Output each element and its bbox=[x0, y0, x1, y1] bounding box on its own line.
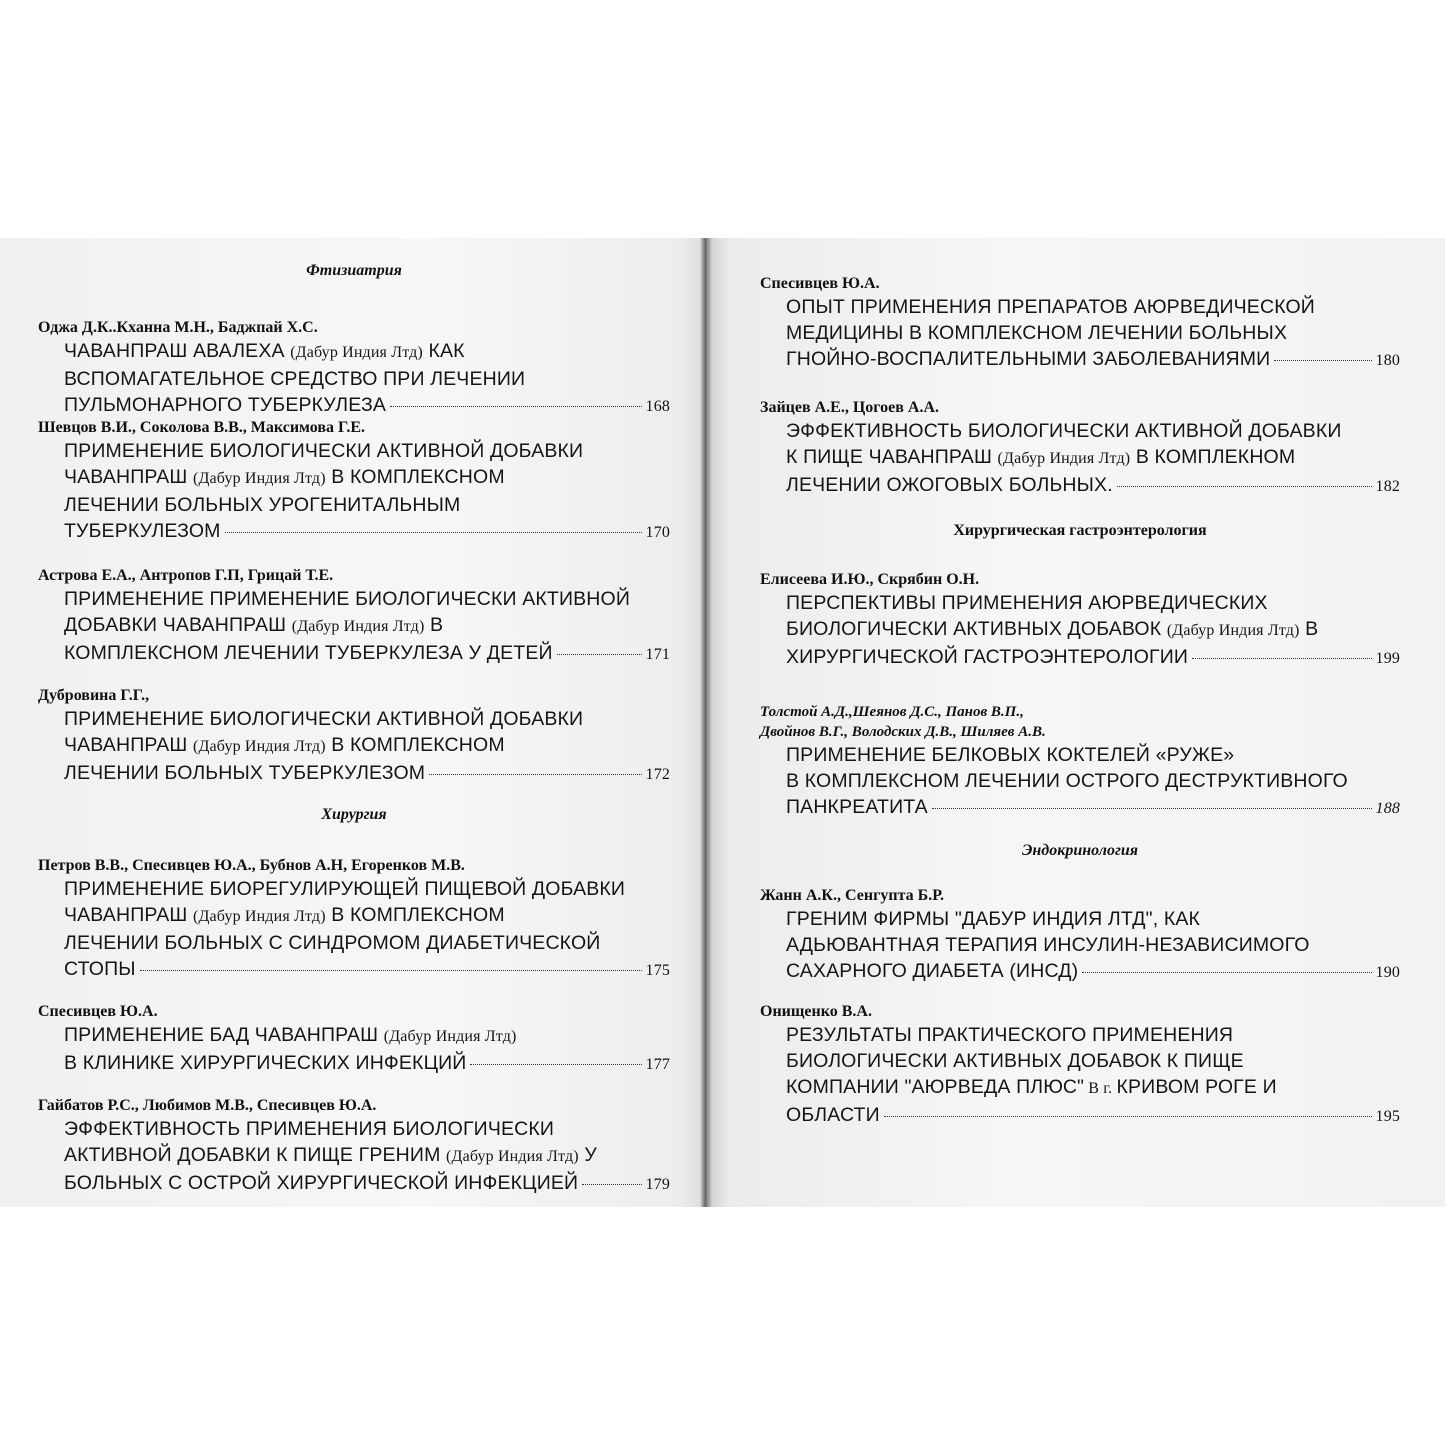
dot-leader bbox=[390, 406, 641, 407]
title-text-serif: (Дабур Индия Лтд) bbox=[290, 344, 423, 361]
dot-leader bbox=[1117, 486, 1372, 487]
section-heading: Фтизиатрия bbox=[306, 262, 402, 279]
title-text: В КОМПЛЕКСНОМ bbox=[325, 904, 505, 926]
title-text: В КОМПЛЕКСНОМ bbox=[325, 466, 505, 488]
toc-entry bbox=[38, 566, 670, 668]
entry-authors: Петров В.В., Спесивцев Ю.А., Бубнов А.Н, Егоренков М.В. bbox=[38, 857, 465, 874]
entry-authors: Шевцов В.И., Соколова В.В., Максимова Г.Е. bbox=[38, 419, 366, 436]
title-text: ОБЛАСТИ bbox=[786, 1104, 880, 1126]
toc-entry bbox=[38, 856, 670, 984]
toc-entry bbox=[38, 1002, 670, 1078]
dot-leader bbox=[557, 654, 642, 655]
title-text: В КЛИНИКЕ ХИРУРГИЧЕСКИХ ИНФЕКЦИЙ bbox=[64, 1052, 467, 1074]
title-line: ПЕРСПЕКТИВЫ ПРИМЕНЕНИЯ АЮРВЕДИЧЕСКИХ bbox=[786, 592, 1268, 614]
dot-leader bbox=[429, 774, 641, 775]
entry-authors: Оджа Д.К..Кханна М.Н., Баджпай Х.С. bbox=[38, 319, 318, 336]
dot-leader bbox=[884, 1116, 1372, 1117]
toc-entry bbox=[760, 274, 1400, 374]
page-number: 195 bbox=[1375, 1108, 1400, 1125]
title-text: ПАНКРЕАТИТА bbox=[786, 796, 928, 818]
section-heading: Хирургия bbox=[321, 806, 387, 823]
entry-authors-continued: Двойнов В.Г., Володских Д.В., Шиляев А.В. bbox=[760, 724, 1046, 740]
title-text: КАК bbox=[422, 340, 465, 362]
entry-title bbox=[64, 1116, 670, 1198]
title-text: В bbox=[424, 614, 444, 636]
title-line-with-page bbox=[786, 346, 1400, 374]
title-line-with-page bbox=[64, 518, 670, 546]
toc-entry bbox=[38, 686, 670, 788]
page-number: 168 bbox=[645, 398, 670, 415]
entry-title bbox=[786, 742, 1400, 822]
title-text-serif: (Дабур Индия Лтд) bbox=[997, 450, 1131, 467]
page-number: 177 bbox=[645, 1056, 670, 1073]
title-line-with-page bbox=[64, 1050, 670, 1078]
title-line-with-page bbox=[786, 794, 1400, 822]
dot-leader bbox=[1274, 360, 1371, 361]
title-text: ТУБЕРКУЛЕЗОМ bbox=[64, 520, 221, 542]
title-text: АКТИВНОЙ ДОБАВКИ К ПИЩЕ ГРЕНИМ bbox=[64, 1144, 447, 1166]
toc-entry bbox=[38, 418, 670, 546]
title-line: РЕЗУЛЬТАТЫ ПРАКТИЧЕСКОГО ПРИМЕНЕНИЯ bbox=[786, 1024, 1234, 1046]
title-line bbox=[64, 464, 670, 492]
page-number: 199 bbox=[1375, 650, 1400, 667]
title-line-with-page bbox=[64, 956, 670, 984]
title-text-serif: (Дабур Индия Лтд) bbox=[1166, 622, 1300, 639]
section-heading: Эндокринология bbox=[1022, 842, 1138, 859]
entry-authors: Спесивцев Ю.А. bbox=[38, 1003, 158, 1020]
page-number: 188 bbox=[1375, 800, 1400, 817]
entry-authors: Дубровина Г.Г., bbox=[38, 687, 150, 704]
entry-authors: Астрова Е.А., Антропов Г.П, Грицай Т.Е. bbox=[38, 567, 334, 584]
title-text: ЛЕЧЕНИИ ОЖОГОВЫХ БОЛЬНЫХ. bbox=[786, 474, 1113, 496]
title-text-serif: (Дабур Индия Лтд) bbox=[192, 908, 326, 925]
entry-title bbox=[64, 586, 670, 668]
page-number: 170 bbox=[645, 524, 670, 541]
title-text: ХИРУРГИЧЕСКОЙ ГАСТРОЭНТЕРОЛОГИИ bbox=[786, 646, 1189, 668]
title-line: ГРЕНИМ ФИРМЫ "ДАБУР ИНДИЯ ЛТД", КАК bbox=[786, 908, 1200, 930]
title-text-serif: (Дабур Индия Лтд) bbox=[383, 1028, 517, 1045]
title-line bbox=[786, 616, 1400, 644]
title-line: ЛЕЧЕНИИ БОЛЬНЫХ С СИНДРОМОМ ДИАБЕТИЧЕСКОЙ bbox=[64, 932, 601, 954]
dot-leader bbox=[470, 1064, 641, 1065]
title-text: В КОМПЛЕКНОМ bbox=[1130, 446, 1296, 468]
book-spread bbox=[0, 238, 1445, 1207]
toc-entry bbox=[760, 886, 1400, 986]
title-line-with-page bbox=[786, 472, 1400, 500]
entry-authors: Зайцев А.Е., Цогоев А.А. bbox=[760, 399, 940, 416]
title-line bbox=[64, 1022, 670, 1050]
title-line: ЛЕЧЕНИИ БОЛЬНЫХ УРОГЕНИТАЛЬНЫМ bbox=[64, 494, 461, 516]
title-line bbox=[64, 612, 670, 640]
title-line: МЕДИЦИНЫ В КОМПЛЕКСНОМ ЛЕЧЕНИИ БОЛЬНЫХ bbox=[786, 322, 1288, 344]
title-line: ПРИМЕНЕНИЕ БИОРЕГУЛИРУЮЩЕЙ ПИЩЕВОЙ ДОБАВКИ bbox=[64, 878, 626, 900]
title-line: В КОМПЛЕКСНОМ ЛЕЧЕНИИ ОСТРОГО ДЕСТРУКТИВНОГО bbox=[786, 770, 1348, 792]
toc-entry bbox=[760, 1002, 1400, 1130]
title-line bbox=[64, 1142, 670, 1170]
entry-authors: Толстой А.Д.,Шеянов Д.С., Панов В.П., bbox=[760, 704, 1024, 720]
title-text: СТОПЫ bbox=[64, 958, 136, 980]
title-text-serif: (Дабур Индия Лтд) bbox=[192, 470, 326, 487]
title-line: ПРИМЕНЕНИЕ БИОЛОГИЧЕСКИ АКТИВНОЙ ДОБАВКИ bbox=[64, 708, 584, 730]
title-text: ДОБАВКИ ЧАВАНПРАШ bbox=[64, 614, 292, 636]
title-line: АДЬЮВАНТНАЯ ТЕРАПИЯ ИНСУЛИН-НЕЗАВИСИМОГО bbox=[786, 934, 1310, 956]
dot-leader bbox=[140, 970, 642, 971]
entry-title bbox=[786, 906, 1400, 986]
toc-entry bbox=[38, 318, 670, 420]
title-line-with-page bbox=[64, 392, 670, 420]
title-text: ЧАВАНПРАШ АВАЛЕХА bbox=[64, 340, 291, 362]
entry-title bbox=[64, 1022, 670, 1078]
title-line-with-page bbox=[786, 644, 1400, 672]
title-line-with-page bbox=[786, 958, 1400, 986]
title-line: ПРИМЕНЕНИЕ ПРИМЕНЕНИЕ БИОЛОГИЧЕСКИ АКТИВНОЙ bbox=[64, 588, 630, 610]
dot-leader bbox=[1192, 658, 1371, 659]
title-text: У bbox=[578, 1144, 597, 1166]
title-text: ЛЕЧЕНИИ БОЛЬНЫХ ТУБЕРКУЛЕЗОМ bbox=[64, 762, 426, 784]
title-text: КРИВОМ РОГЕ И bbox=[1116, 1076, 1277, 1098]
dot-leader bbox=[1082, 972, 1371, 973]
title-text: ПРИМЕНЕНИЕ БАД ЧАВАНПРАШ bbox=[64, 1024, 384, 1046]
toc-entry bbox=[760, 398, 1400, 500]
entry-authors: Елисеева И.Ю., Скрябин О.Н. bbox=[760, 571, 980, 588]
title-line: ЭФФЕКТИВНОСТЬ БИОЛОГИЧЕСКИ АКТИВНОЙ ДОБАВКИ bbox=[786, 420, 1342, 442]
title-text: ГНОЙНО-ВОСПАЛИТЕЛЬНЫМИ ЗАБОЛЕВАНИЯМИ bbox=[786, 348, 1271, 370]
title-line bbox=[786, 1074, 1400, 1102]
title-line-with-page bbox=[64, 1170, 670, 1198]
entry-title bbox=[64, 876, 670, 984]
title-text-serif: В г. bbox=[1084, 1080, 1117, 1097]
title-text: ЧАВАНПРАШ bbox=[64, 466, 193, 488]
title-text-serif: (Дабур Индия Лтд) bbox=[291, 618, 425, 635]
entry-title bbox=[64, 338, 670, 420]
book-gutter bbox=[700, 238, 712, 1207]
title-text-serif: (Дабур Индия Лтд) bbox=[192, 738, 326, 755]
page-number: 175 bbox=[645, 962, 670, 979]
title-line-with-page bbox=[786, 1102, 1400, 1130]
title-line bbox=[64, 338, 670, 366]
title-text: ЧАВАНПРАШ bbox=[64, 904, 193, 926]
section-heading: Хирургическая гастроэнтерология bbox=[953, 522, 1207, 539]
page-number: 190 bbox=[1375, 964, 1400, 981]
title-line: ВСПОМАГАТЕЛЬНОЕ СРЕДСТВО ПРИ ЛЕЧЕНИИ bbox=[64, 368, 526, 390]
toc-entry bbox=[760, 570, 1400, 672]
title-line: ОПЫТ ПРИМЕНЕНИЯ ПРЕПАРАТОВ АЮРВЕДИЧЕСКОЙ bbox=[786, 296, 1315, 318]
title-text: В КОМПЛЕКСНОМ bbox=[325, 734, 505, 756]
dot-leader bbox=[582, 1184, 641, 1185]
title-text: К ПИЩЕ ЧАВАНПРАШ bbox=[786, 446, 998, 468]
title-text: САХАРНОГО ДИАБЕТА (ИНСД) bbox=[786, 960, 1079, 982]
toc-entry bbox=[38, 1096, 670, 1198]
page-number: 172 bbox=[645, 766, 670, 783]
page-number: 182 bbox=[1375, 478, 1400, 495]
entry-authors: Онищенко В.А. bbox=[760, 1003, 872, 1020]
page-number: 180 bbox=[1375, 352, 1400, 369]
title-text: ЧАВАНПРАШ bbox=[64, 734, 193, 756]
title-line-with-page bbox=[64, 760, 670, 788]
title-text: ПУЛЬМОНАРНОГО ТУБЕРКУЛЕЗА bbox=[64, 394, 387, 416]
entry-title bbox=[786, 590, 1400, 672]
entry-title bbox=[64, 438, 670, 546]
page-number: 179 bbox=[645, 1176, 670, 1193]
title-text: БОЛЬНЫХ С ОСТРОЙ ХИРУРГИЧЕСКОЙ ИНФЕКЦИЕЙ bbox=[64, 1172, 579, 1194]
title-text: КОМПАНИИ "АЮРВЕДА ПЛЮС" bbox=[786, 1076, 1085, 1098]
title-text: БИОЛОГИЧЕСКИ АКТИВНЫХ ДОБАВОК bbox=[786, 618, 1167, 640]
title-line-with-page bbox=[64, 640, 670, 668]
entry-authors: Гайбатов Р.С., Любимов М.В., Спесивцев Ю.А. bbox=[38, 1097, 377, 1114]
title-line: ЭФФЕКТИВНОСТЬ ПРИМЕНЕНИЯ БИОЛОГИЧЕСКИ bbox=[64, 1118, 555, 1140]
toc-entry bbox=[760, 702, 1400, 822]
entry-title bbox=[64, 706, 670, 788]
page-number: 171 bbox=[645, 646, 670, 663]
dot-leader bbox=[225, 532, 642, 533]
title-text: КОМПЛЕКСНОМ ЛЕЧЕНИИ ТУБЕРКУЛЕЗА У ДЕТЕЙ bbox=[64, 642, 553, 664]
dot-leader bbox=[932, 808, 1372, 809]
entry-authors: Жанн А.К., Сенгупта Б.Р. bbox=[760, 887, 944, 904]
title-line: БИОЛОГИЧЕСКИ АКТИВНЫХ ДОБАВОК К ПИЩЕ bbox=[786, 1050, 1244, 1072]
entry-title bbox=[786, 1022, 1400, 1130]
title-line: ПРИМЕНЕНИЕ БЕЛКОВЫХ КОКТЕЛЕЙ «РУЖЕ» bbox=[786, 744, 1235, 766]
entry-title bbox=[786, 418, 1400, 500]
title-line: ПРИМЕНЕНИЕ БИОЛОГИЧЕСКИ АКТИВНОЙ ДОБАВКИ bbox=[64, 440, 584, 462]
title-line bbox=[786, 444, 1400, 472]
title-line bbox=[64, 902, 670, 930]
title-line bbox=[64, 732, 670, 760]
title-text-serif: (Дабур Индия Лтд) bbox=[446, 1148, 579, 1165]
entry-authors: Спесивцев Ю.А. bbox=[760, 275, 880, 292]
title-text: В bbox=[1299, 618, 1319, 640]
entry-title bbox=[786, 294, 1400, 374]
